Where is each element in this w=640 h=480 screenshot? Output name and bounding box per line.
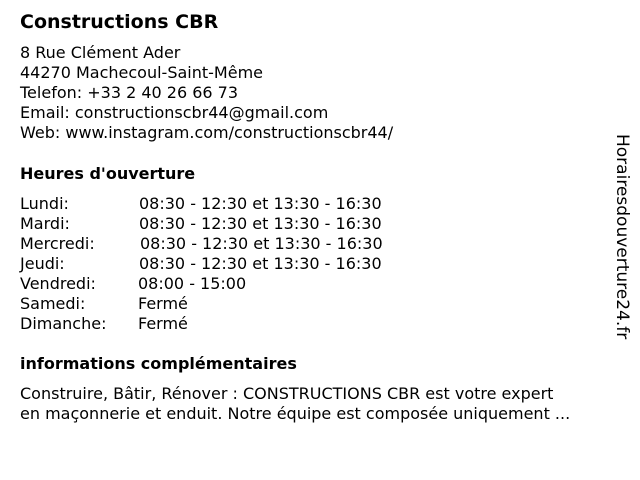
- time-value: 08:30 - 12:30 et 13:30 - 16:30: [140, 234, 383, 253]
- day-label: Dimanche:: [20, 314, 107, 333]
- time-value: Fermé: [138, 294, 188, 313]
- day-label: Jeudi:: [20, 254, 65, 273]
- time-value: 08:30 - 12:30 et 13:30 - 16:30: [139, 194, 382, 213]
- day-label: Vendredi:: [20, 274, 96, 293]
- day-label: Lundi:: [20, 194, 69, 213]
- time-value: 08:30 - 12:30 et 13:30 - 16:30: [139, 214, 382, 233]
- phone-number: Telefon: +33 2 40 26 66 73: [20, 83, 239, 102]
- description-line: Construire, Bâtir, Rénover : CONSTRUCTIONS CBR est votre expert: [20, 384, 554, 403]
- street-address: 8 Rue Clément Ader: [20, 43, 181, 62]
- city-address: 44270 Machecoul-Saint-Même: [20, 63, 263, 82]
- day-label: Samedi:: [20, 294, 86, 313]
- info-title: informations complémentaires: [20, 354, 297, 373]
- business-name: Constructions CBR: [20, 11, 219, 33]
- day-label: Mercredi:: [20, 234, 95, 253]
- day-label: Mardi:: [20, 214, 70, 233]
- email-address: Email: constructionscbr44@gmail.com: [20, 103, 329, 122]
- time-value: Fermé: [138, 314, 188, 333]
- business-description: [20, 384, 620, 424]
- description-line: en maçonnerie et enduit. Notre équipe est composée uniquement ...: [20, 404, 571, 423]
- time-value: 08:30 - 12:30 et 13:30 - 16:30: [139, 254, 382, 273]
- website-url: Web: www.instagram.com/constructionscbr44/: [20, 123, 394, 142]
- hours-title: Heures d'ouverture: [20, 164, 196, 183]
- site-watermark: Horairesdouverture24.fr: [612, 134, 632, 340]
- time-value: 08:00 - 15:00: [138, 274, 247, 293]
- contact-block: [20, 43, 393, 143]
